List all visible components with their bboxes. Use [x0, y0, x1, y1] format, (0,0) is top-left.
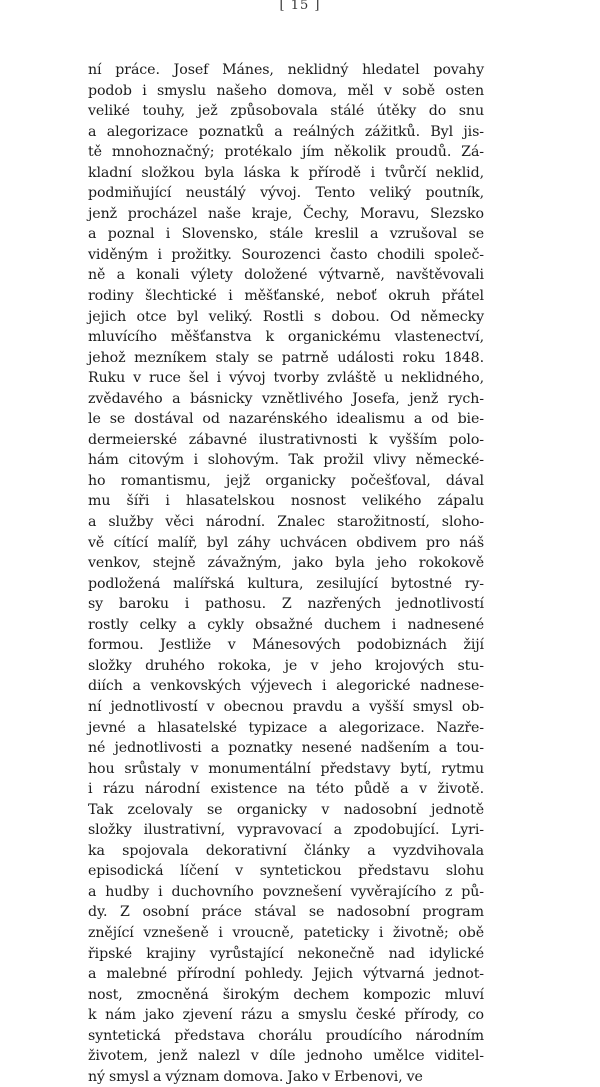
- text-line: řipské krajiny vyrůstající nekonečně nad idylické: [88, 945, 484, 962]
- text-line: hám citovým i slohovým. Tak prožil vlivy německé-: [88, 452, 484, 469]
- text-line: zvědavého a básnicky vznětlivého Josefa, jenž rych-: [88, 390, 484, 407]
- text-line: jenž procházel naše kraje, Čechy, Moravu, Slezsko: [88, 205, 484, 222]
- text-line: né jednotlivosti a poznatky nesené nadšením a tou-: [88, 740, 484, 757]
- text-line: mu šíři i hlasatelskou nosnost velikého zápalu: [88, 493, 484, 510]
- text-line: rodiny šlechtické i měšťanské, neboť okruh přátel: [88, 288, 484, 305]
- text-line: ní práce. Josef Mánes, neklidný hledatel povahy: [88, 62, 484, 78]
- body-text: [88, 60, 484, 1087]
- text-line: veliké touhy, jež způsobovala stálé útěky do snu: [88, 103, 484, 120]
- text-line: episodická líčení v syntetickou představu slohu: [88, 863, 484, 880]
- text-line: složky druhého rokoka, je v jeho krojových stu-: [88, 657, 484, 674]
- text-line: a malebné přírodní pohledy. Jejich výtvarná jednot-: [88, 966, 484, 983]
- text-line: syntetická představa chorálu proudícího národním: [88, 1027, 484, 1044]
- text-line: složky ilustrativní, vypravovací a zpodobující. Lyri-: [88, 822, 484, 839]
- text-line: a alegorizace poznatků a reálných zážitků. Byl jis-: [88, 123, 484, 140]
- text-line: dermeierské zábavné ilustrativnosti k vyšším polo-: [88, 431, 484, 448]
- text-line: tě mnohoznačný; protékalo jím několik proudů. Zá-: [88, 144, 484, 161]
- text-line: jejich otce byl veliký. Rostli s dobou. Od německy: [88, 308, 484, 325]
- text-line: ně a konali výlety doložené výtvarně, navštěvovali: [88, 267, 484, 284]
- text-line: podmiňující neustálý vývoj. Tento veliký poutník,: [88, 185, 484, 202]
- text-line: a hudby i duchovního povznešení vyvěrajícího z pů-: [88, 883, 484, 900]
- text-line: formou. Jestliže v Mánesových podobiznách žijí: [88, 637, 484, 654]
- text-line: hou srůstaly v monumentální představy bytí, rytmu: [88, 760, 484, 777]
- text-line: a poznal i Slovensko, stále kreslil a vzrušoval se: [88, 226, 484, 243]
- text-line: ní jednotlivostí v obecnou pravdu a vyšší smysl ob-: [88, 698, 484, 715]
- text-line: ho romantismu, jejž organicky počešťoval, dával: [88, 472, 484, 489]
- text-line: jehož mezníkem staly se patrně události roku 1848.: [88, 349, 484, 366]
- text-line: venkov, stejně závažným, jako byla jeho rokokově: [88, 555, 484, 572]
- text-line: a služby věci národní. Znalec starožitností, sloho-: [88, 514, 484, 531]
- text-line: Ruku v ruce šel i vývoj tvorby zvláště u neklidného,: [88, 370, 484, 387]
- text-line: vě cítící malíř, byl záhy uchvácen obdivem pro náš: [88, 534, 484, 551]
- text-line: nost, zmocněná širokým dechem kompozic mluví: [88, 986, 484, 1003]
- text-line: kladní složkou byla láska k přírodě i tvůrčí neklid,: [88, 164, 484, 181]
- text-line: ný smysl a význam domova. Jako v Erbenovi, ve: [88, 1068, 423, 1085]
- text-line: sy baroku i pathosu. Z nazřených jednotlivostí: [88, 596, 484, 613]
- text-line: podložená malířská kultura, zesilující bytostné ry-: [88, 575, 484, 592]
- text-line: le se dostával od nazarénského idealismu a od bie-: [88, 411, 484, 428]
- text-line: znějící vznešeně i vroucně, pateticky i životně; obě: [88, 924, 484, 941]
- text-line: i rázu národní existence na této půdě a v životě.: [88, 781, 484, 798]
- text-line: dy. Z osobní práce stával se nadosobní program: [88, 904, 484, 921]
- text-line: viděným i prožitky. Sourozenci často chodili společ-: [88, 246, 484, 263]
- text-line: jevné a hlasatelské typizace a alegorizace. Nazře-: [88, 719, 484, 736]
- text-line: ka spojovala dekorativní články a vyzdvihovala: [88, 842, 484, 859]
- text-line: životem, jenž nalezl v díle jednoho umělce viditel-: [88, 1048, 484, 1065]
- text-line: Tak zcelovaly se organicky v nadosobní jednotě: [88, 801, 484, 818]
- text-line: mluvícího měšťanstva k organickému vlastenectví,: [88, 329, 484, 346]
- text-line: podob i smyslu našeho domova, měl v sobě osten: [88, 82, 484, 99]
- page-number: [ 15 ]: [279, 0, 321, 13]
- text-line: rostly celky a cykly obsažné duchem i nadnesené: [88, 616, 484, 633]
- text-line: diích a venkovských výjevech i alegorické nadnese-: [88, 678, 484, 695]
- text-line: k nám jako zjevení rázu a smyslu české přírody, co: [88, 1007, 484, 1024]
